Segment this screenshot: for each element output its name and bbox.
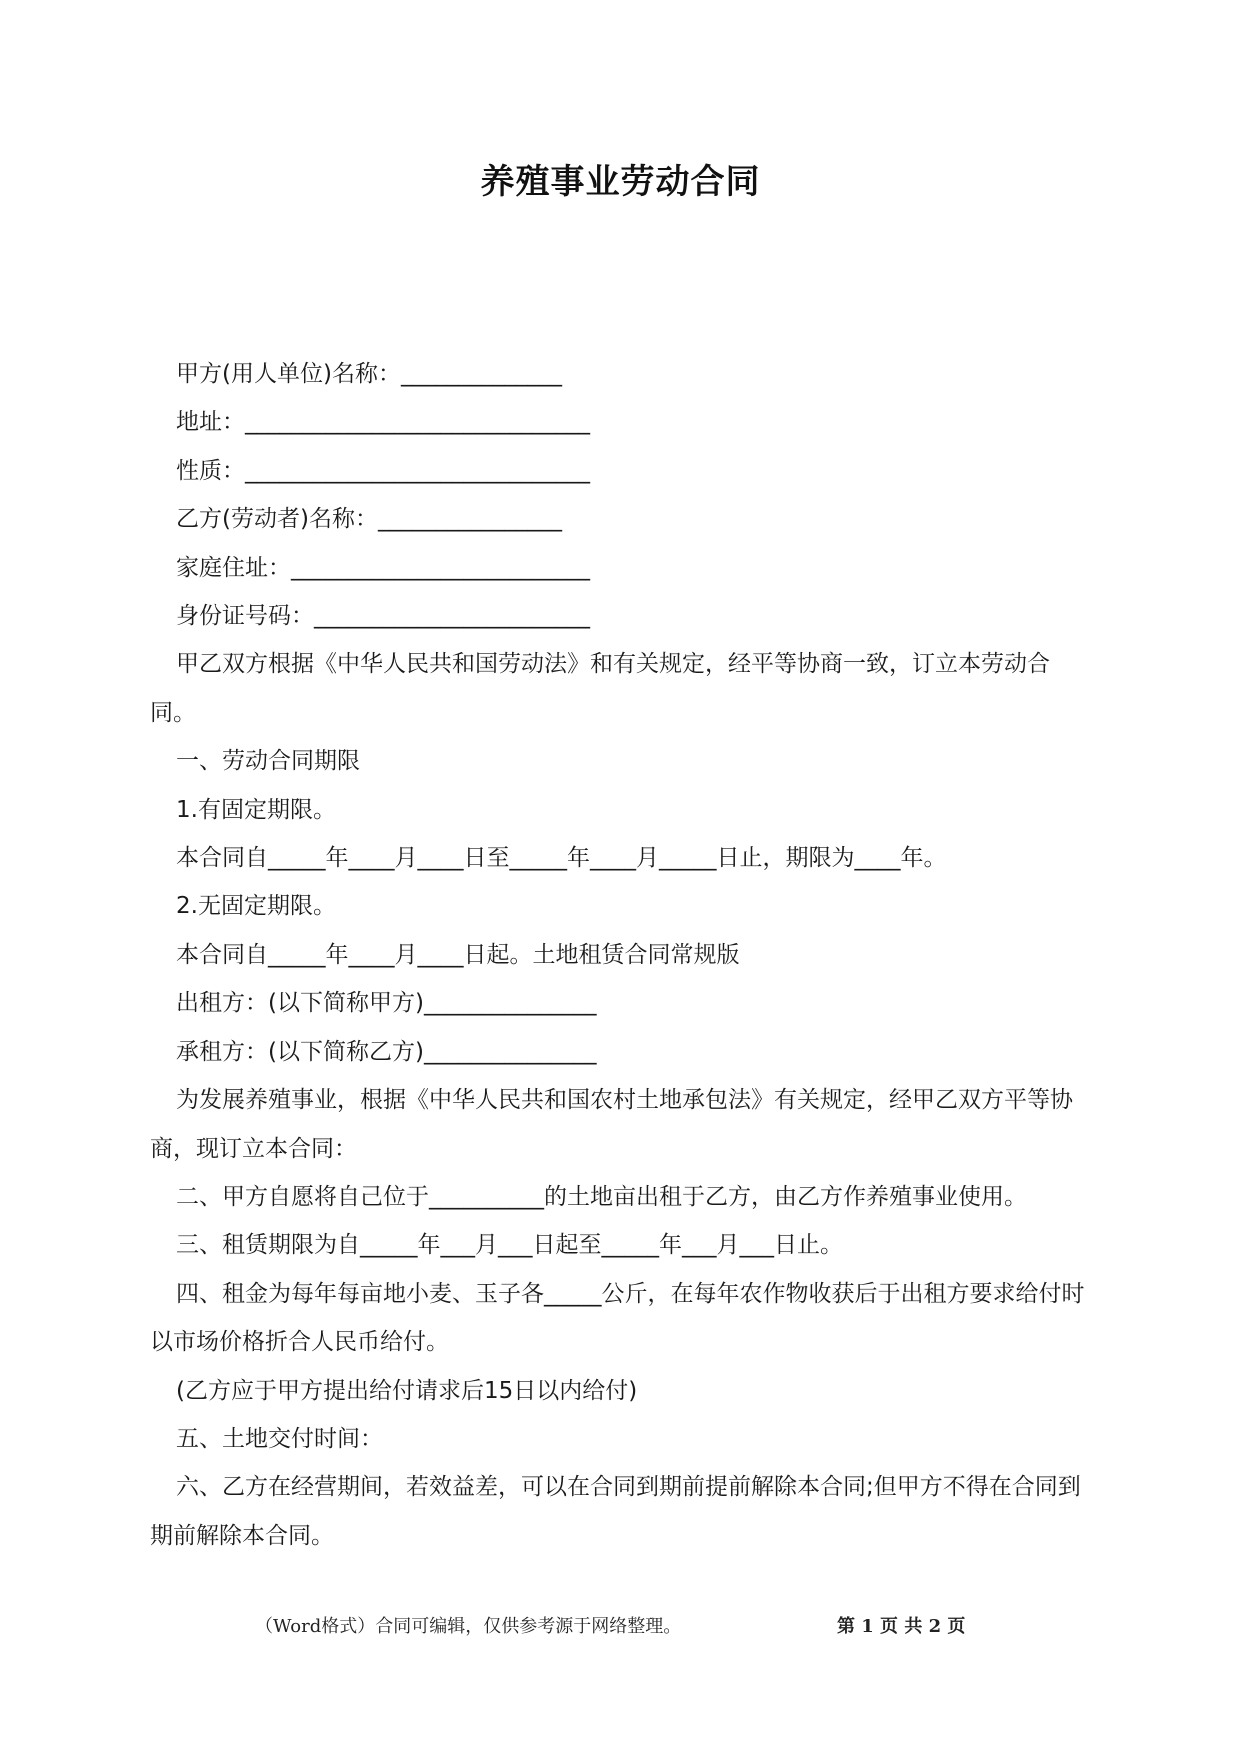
footer-note: （Word格式）合同可编辑，仅供参考源于网络整理。 (255, 1616, 682, 1637)
open-term-heading: 2.无固定期限。 (176, 893, 336, 920)
preamble-paragraph: 甲乙双方根据《中华人民共和国劳动法》和有关规定，经平等协商一致，订立本劳动合同。 (150, 651, 1050, 726)
document-title: 养殖事业劳动合同 (480, 162, 761, 202)
page-footer (0, 1612, 1241, 1642)
party-b-home-address-line: 家庭住址：__________________________ (176, 554, 590, 581)
party-b-name-line: 乙方(劳动者)名称：________________ (176, 506, 562, 533)
lease-preamble-paragraph: 为发展养殖事业，根据《中华人民共和国农村土地承包法》有关规定，经甲乙双方平等协商，现订立本合同： (150, 1087, 1073, 1162)
section-heading-contract-term: 一、劳动合同期限 (176, 748, 360, 775)
party-a-address-line: 地址：______________________________ (176, 409, 590, 436)
clause-four-note: (乙方应于甲方提出给付请求后15日以内给付) (176, 1377, 638, 1404)
clause-five: 五、土地交付时间： (176, 1425, 383, 1452)
clause-three: 三、租赁期限为自_____年___月___日起至_____年___月___日止。 (176, 1232, 843, 1259)
open-term-dates-line: 本合同自_____年____月____日起。土地租赁合同常规版 (176, 941, 740, 968)
clause-six: 六、乙方在经营期间，若效益差，可以在合同到期前提前解除本合同;但甲方不得在合同到期前解除本合同。 (150, 1474, 1081, 1549)
lessor-line: 出租方：(以下简称甲方)_______________ (176, 990, 597, 1017)
party-a-name-line: 甲方(用人单位)名称：______________ (176, 361, 562, 387)
fixed-term-dates-line: 本合同自_____年____月____日至_____年____月_____日止，期限为____年。 (176, 845, 947, 872)
fixed-term-heading: 1.有固定期限。 (176, 796, 336, 823)
party-b-id-number-line: 身份证号码：________________________ (176, 603, 590, 630)
lessee-line: 承租方：(以下简称乙方)_______________ (176, 1038, 597, 1065)
document-body (150, 350, 1095, 1560)
page-number: 第 1 页 共 2 页 (837, 1616, 966, 1637)
party-a-nature-line: 性质：______________________________ (176, 457, 590, 484)
clause-four: 四、租金为每年每亩地小麦、玉子各_____公斤，在每年农作物收获后于出租方要求给付时以市场价格折合人民币给付。 (150, 1280, 1085, 1356)
clause-two: 二、甲方自愿将自己位于__________的土地亩出租于乙方，由乙方作养殖事业使用。 (176, 1183, 1027, 1210)
